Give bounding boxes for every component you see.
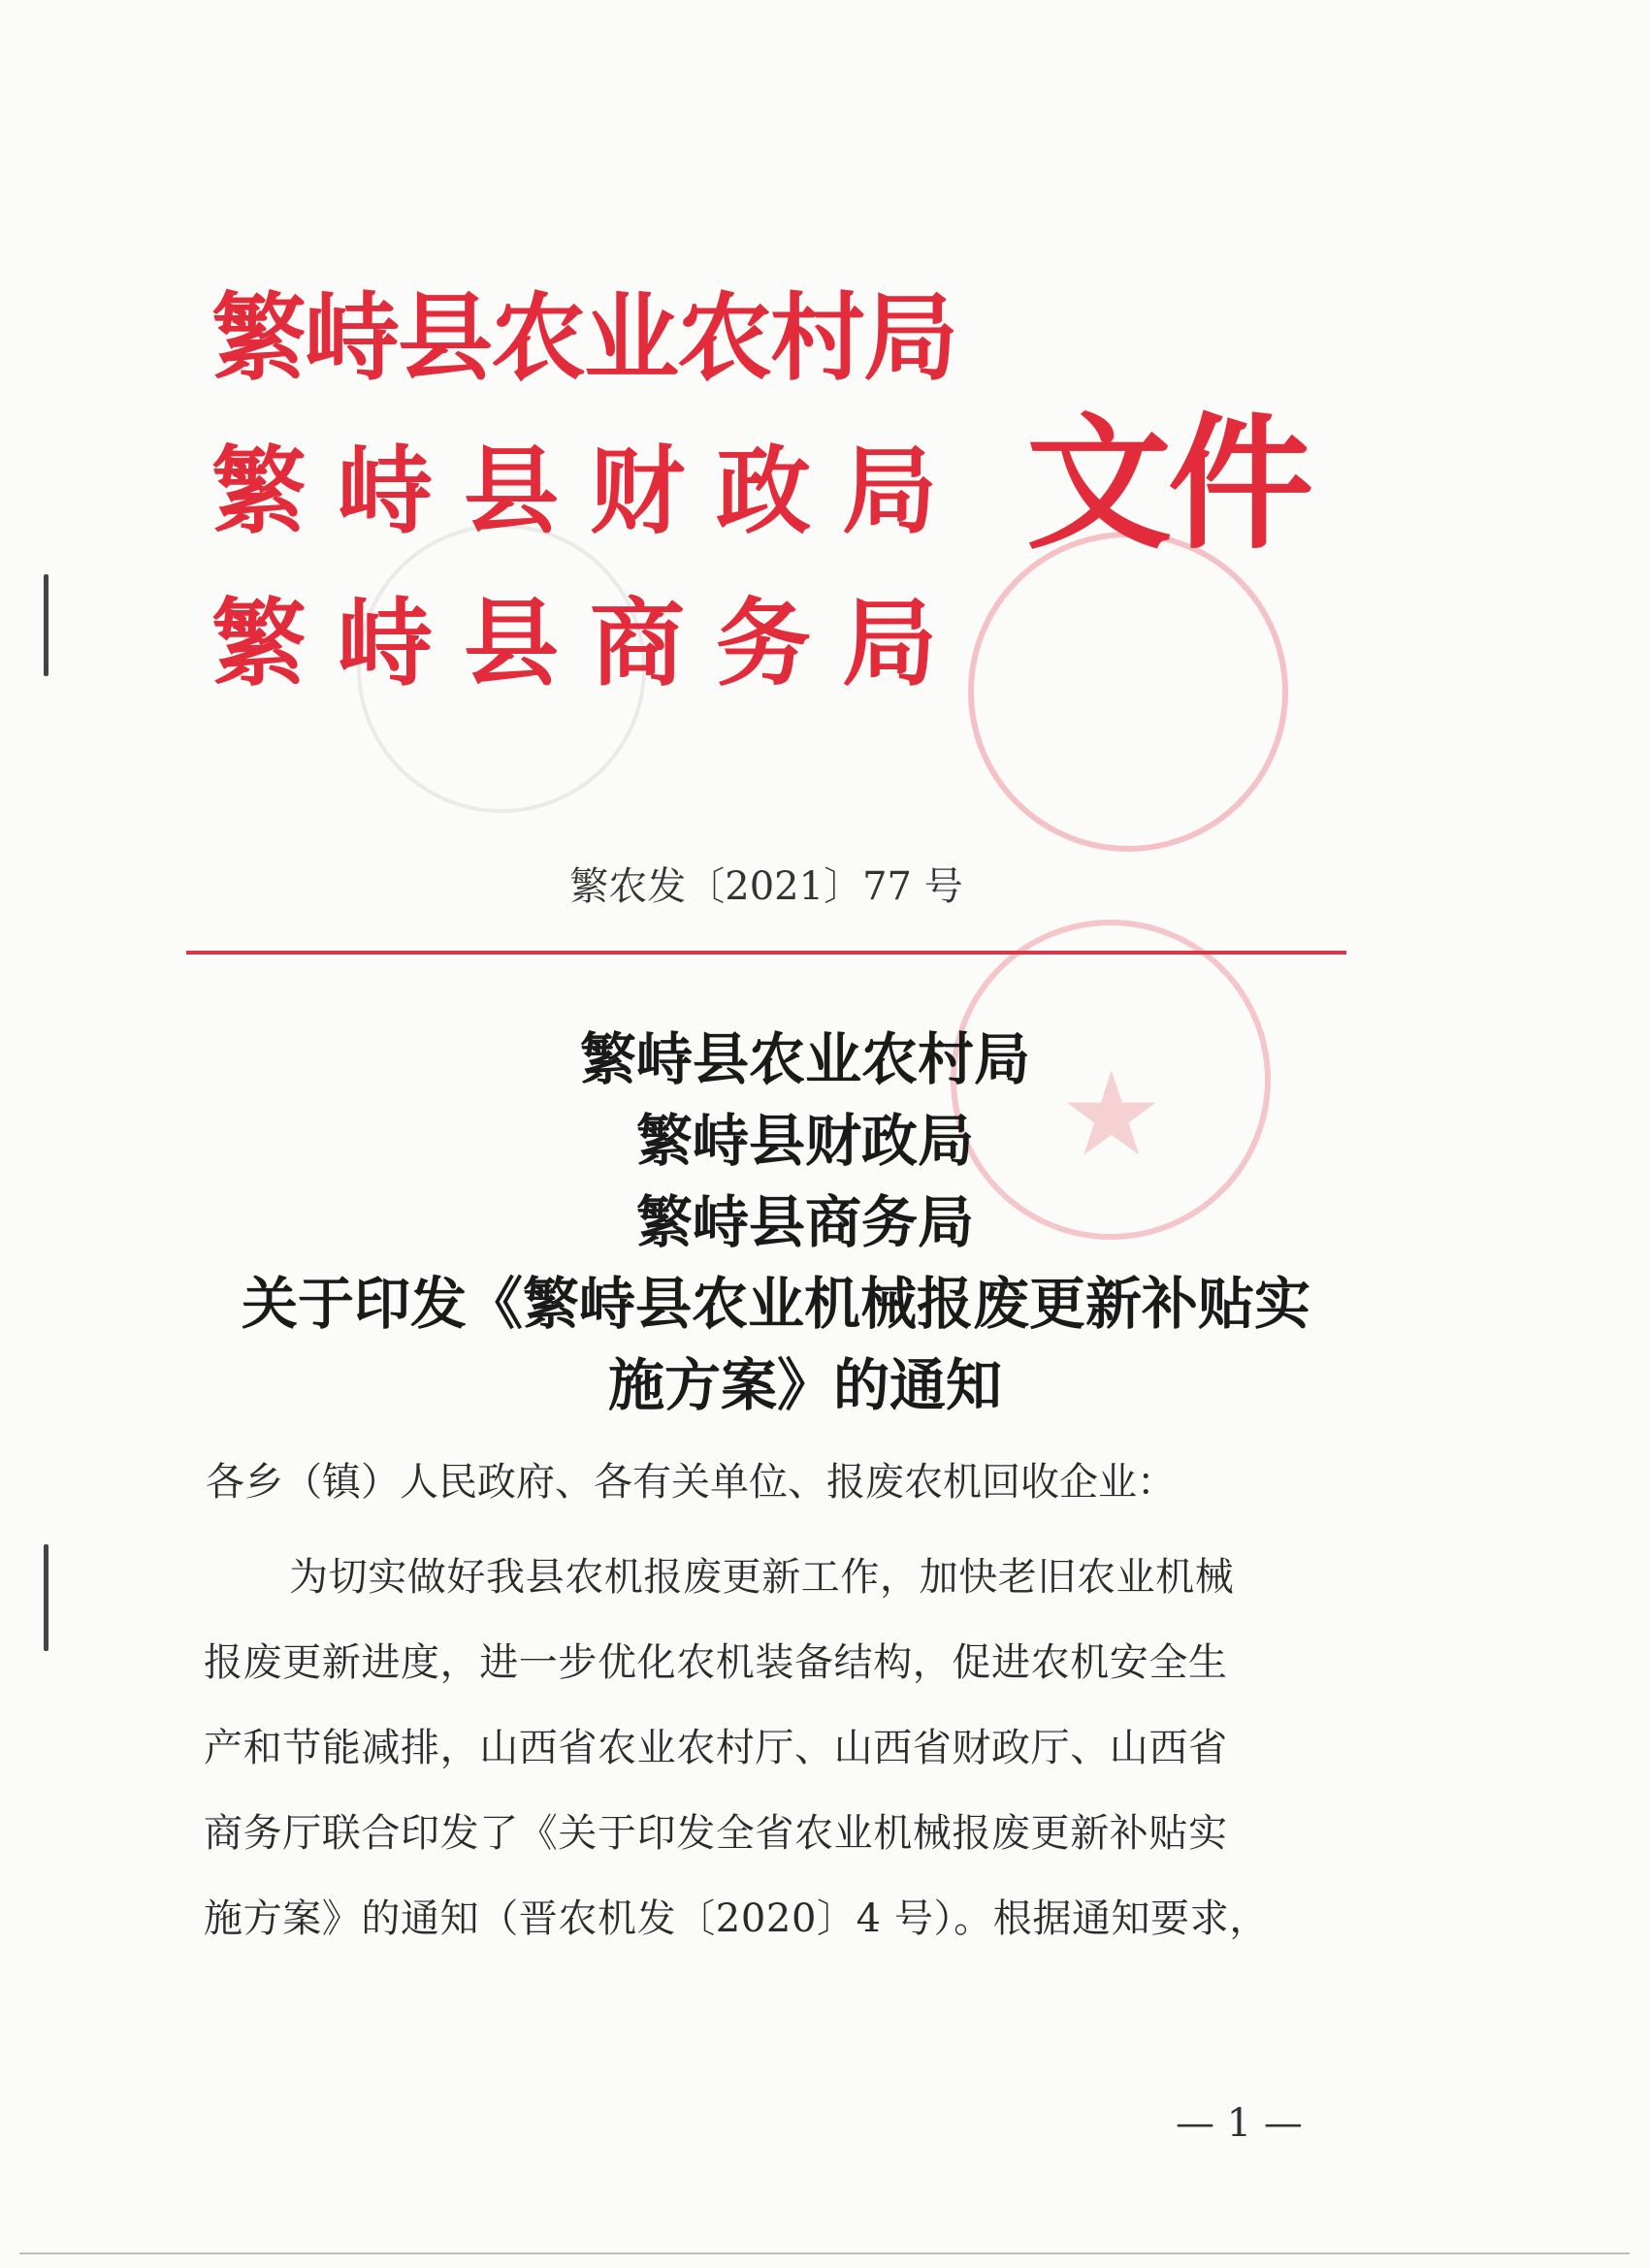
staple-mark [44,1544,48,1651]
document-number: 繁农发〔2021〕77 号 [569,864,963,909]
title-line: 关于印发《繁峙县农业机械报废更新补贴实 [241,1271,1310,1337]
body-line: 商务厅联合印发了《关于印发全省农业机械报废更新补贴实 [204,1811,1228,1856]
document-title [146,1019,1406,1426]
addressee-line: 各乡（镇）人民政府、各有关单位、报废农机回收企业： [206,1460,1176,1505]
body-paragraph [204,1535,1319,1961]
masthead-line: 繁峙县财政局 [211,437,969,547]
title-line: 施方案》的通知 [607,1352,1002,1418]
title-issuer: 繁峙县财政局 [635,1108,974,1174]
masthead-suffix: 文件 [1026,401,1310,569]
red-masthead [211,272,1317,708]
seal-star-icon: ★ [1059,1048,1164,1183]
body-line: 施方案》的通知（晋农机发〔2020〕4 号）。根据通知要求， [204,1896,1269,1941]
title-issuer: 繁峙县商务局 [635,1189,974,1255]
title-issuer: 繁峙县农业农村局 [579,1026,1030,1092]
red-divider [186,951,1346,955]
body-line: 为切实做好我县农机报废更新工作，加快老旧农业机械 [289,1555,1235,1600]
body-line: 产和节能减排，山西省农业农村厅、山西省财政厅、山西省 [204,1726,1228,1770]
staple-mark [44,574,48,676]
scan-edge [19,2252,1630,2254]
masthead-line: 繁峙县商务局 [211,589,969,699]
page-number: — 1 — [1176,2101,1303,2146]
body-line: 报废更新进度，进一步优化农机装备结构，促进农机安全生 [204,1640,1228,1685]
masthead-line: 繁峙县农业农村局 [211,283,957,394]
